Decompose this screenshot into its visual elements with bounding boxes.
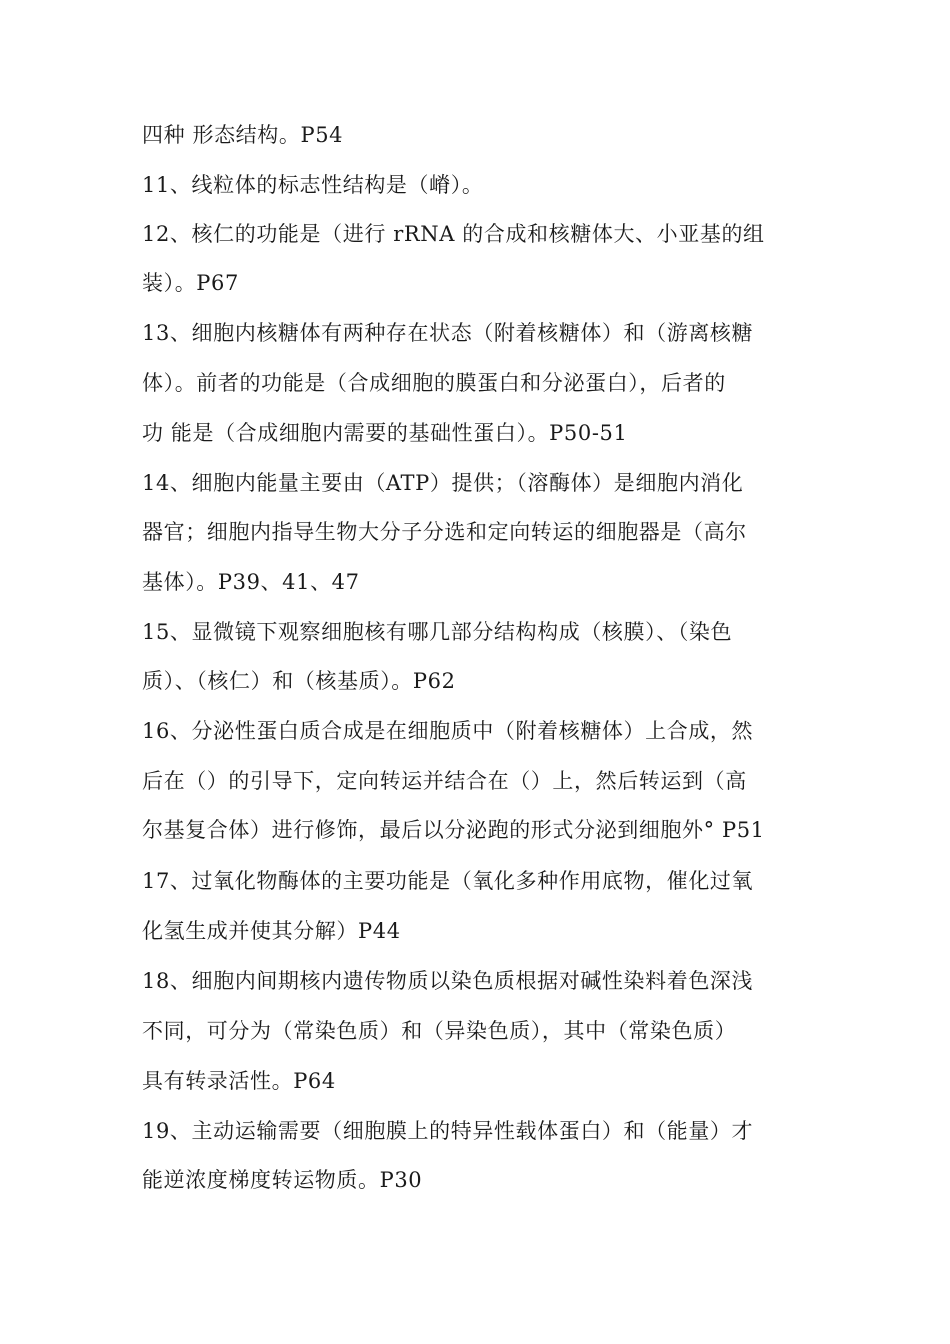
text-line: 具有转录活性。P64 [142,1069,336,1093]
text-line: 12、核仁的功能是（进行 rRNA 的合成和核糖体大、小亚基的组 [142,222,765,246]
text-line: 功 能是（合成细胞内需要的基础性蛋白）。P50-51 [142,421,628,445]
text-line: 不同，可分为（常染色质）和（异染色质），其中（常染色质） [142,1019,737,1043]
text-line: 18、细胞内间期核内遗传物质以染色质根据对碱性染料着色深浅 [142,969,754,993]
text-line: 17、过氧化物酶体的主要功能是（氧化多种作用底物，催化过氧 [142,869,754,893]
text-line: 能逆浓度梯度转运物质。P30 [142,1168,423,1192]
text-line: 11、线粒体的标志性结构是（嵴）。 [142,173,484,197]
text-line: 19、主动运输需要（细胞膜上的特异性载体蛋白）和（能量）才 [142,1119,754,1143]
text-line: 13、细胞内核糖体有两种存在状态（附着核糖体）和（游离核糖 [142,321,754,345]
text-line: 装）。P67 [142,271,239,295]
text-line: 体）。前者的功能是（合成细胞的膜蛋白和分泌蛋白），后者的 [142,371,726,395]
text-line: 器官；细胞内指导生物大分子分选和定向转运的细胞器是（高尔 [142,520,747,544]
text-line: 四种 形态结构。P54 [142,123,344,147]
text-line: 14、细胞内能量主要由（ATP）提供；（溶酶体）是细胞内消化 [142,471,744,495]
text-line: 16、分泌性蛋白质合成是在细胞质中（附着核糖体）上合成，然 [142,719,754,743]
text-line: 15、显微镜下观察细胞核有哪几部分结构构成（核膜）、（染色 [142,620,733,644]
text-line: 基体）。P39、41、47 [142,570,360,594]
text-line: 后在（）的引导下，定向转运并结合在（）上，然后转运到（高 [142,769,747,793]
text-line: 化氢生成并使其分解）P44 [142,919,401,943]
text-line: 质）、（核仁）和（核基质）。P62 [142,669,456,693]
text-line: 尔基复合体）进行修饰，最后以分泌跑的形式分泌到细胞外° P51 [142,818,765,842]
